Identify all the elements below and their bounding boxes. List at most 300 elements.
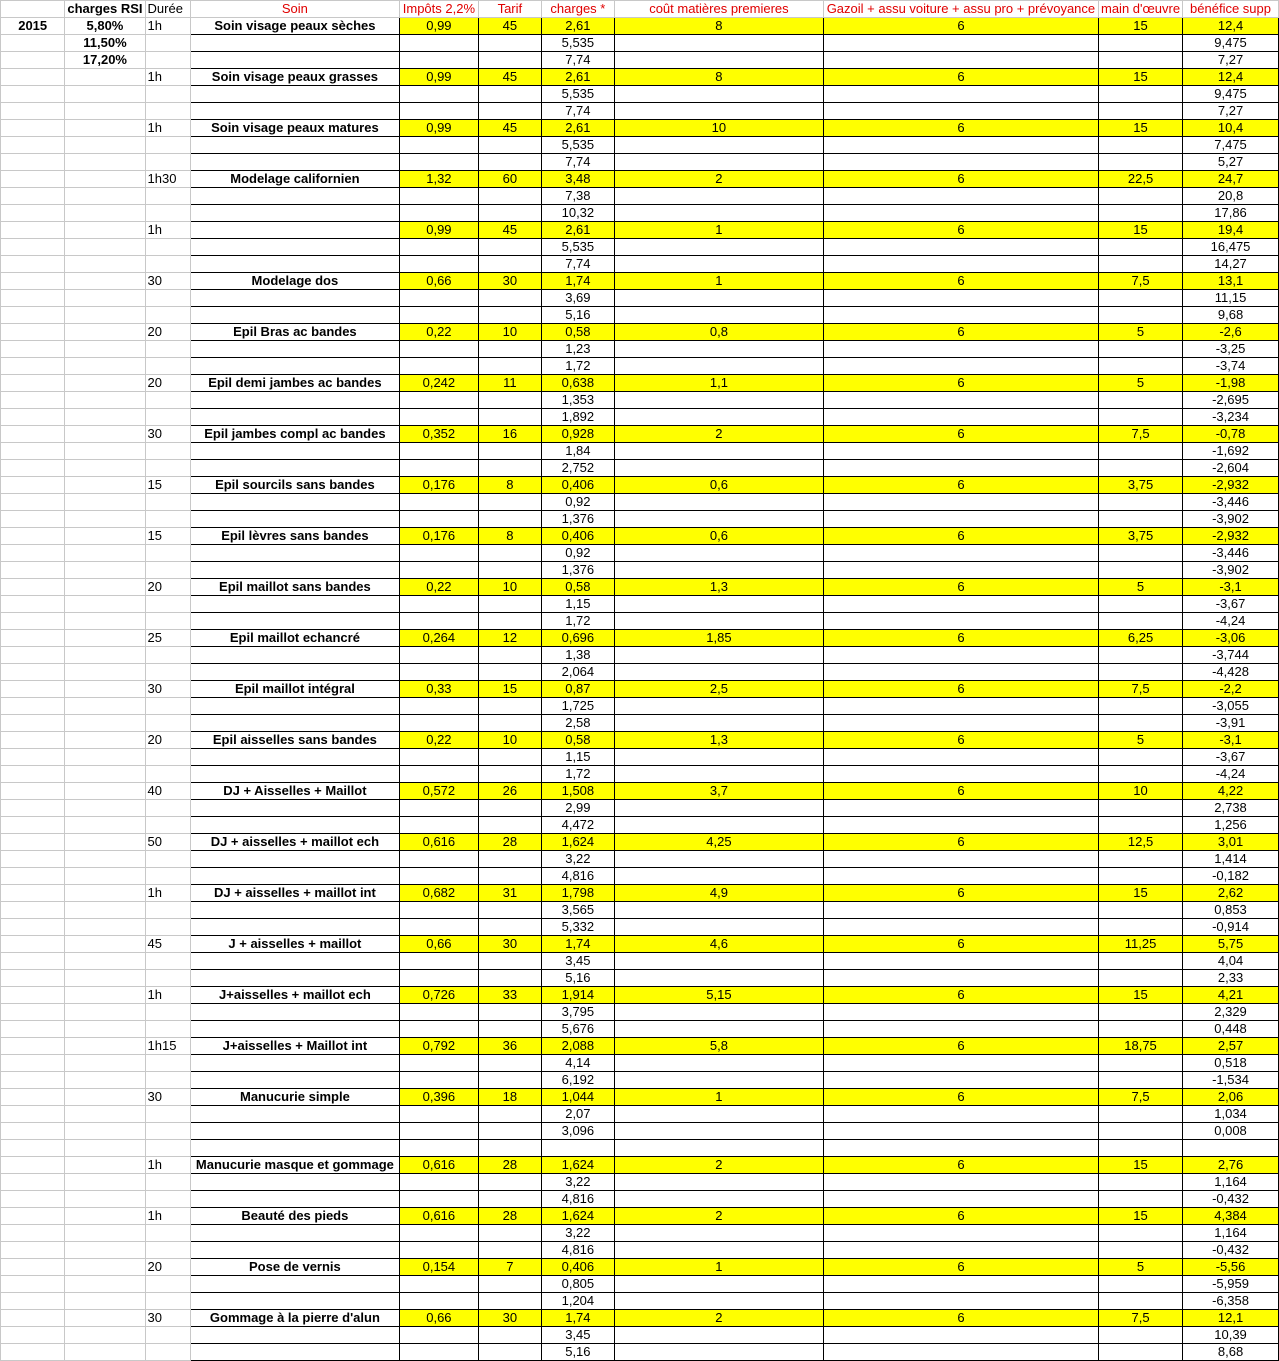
cell-soin[interactable] [190,647,399,664]
cell-year[interactable] [1,1259,65,1276]
cell-impots[interactable]: 1,32 [399,171,478,188]
cell-year[interactable] [1,52,65,69]
cell-soin[interactable]: Pose de vernis [190,1259,399,1276]
cell-gazoil[interactable] [823,188,1098,205]
cell-tarif[interactable] [478,239,541,256]
cell-impots[interactable] [399,766,478,783]
cell-soin[interactable]: Epil lèvres sans bandes [190,528,399,545]
cell-main[interactable] [1099,188,1183,205]
cell-rsi-rate[interactable] [65,528,145,545]
cell-benefice[interactable]: 0,008 [1183,1123,1279,1140]
cell-tarif[interactable] [478,647,541,664]
cell-cout[interactable]: 1,85 [614,630,823,647]
cell-impots[interactable] [399,1021,478,1038]
cell-charges[interactable]: 2,58 [541,715,614,732]
cell-impots[interactable] [399,1344,478,1361]
cell-soin[interactable] [190,851,399,868]
cell-main[interactable] [1099,698,1183,715]
cell-main[interactable]: 15 [1099,120,1183,137]
cell-duree[interactable] [145,154,190,171]
cell-charges[interactable]: 3,22 [541,1174,614,1191]
cell-main[interactable] [1099,1004,1183,1021]
cell-soin[interactable]: Soin visage peaux sèches [190,18,399,35]
cell-charges[interactable]: 7,74 [541,52,614,69]
cell-cout[interactable]: 2 [614,1157,823,1174]
cell-impots[interactable] [399,205,478,222]
cell-soin[interactable] [190,766,399,783]
cell-benefice[interactable]: -0,914 [1183,919,1279,936]
cell-tarif[interactable] [478,868,541,885]
cell-rsi-rate[interactable] [65,137,145,154]
cell-benefice[interactable]: 9,475 [1183,35,1279,52]
cell-year[interactable] [1,154,65,171]
cell-benefice[interactable]: 20,8 [1183,188,1279,205]
cell-cout[interactable]: 1,1 [614,375,823,392]
cell-benefice[interactable]: 12,1 [1183,1310,1279,1327]
cell-charges[interactable]: 1,74 [541,936,614,953]
cell-soin[interactable] [190,800,399,817]
cell-gazoil[interactable] [823,256,1098,273]
cell-impots[interactable]: 0,99 [399,69,478,86]
cell-tarif[interactable] [478,1242,541,1259]
cell-soin[interactable] [190,1344,399,1361]
cell-tarif[interactable] [478,1225,541,1242]
cell-soin[interactable]: Modelage dos [190,273,399,290]
cell-benefice[interactable]: 11,15 [1183,290,1279,307]
cell-gazoil[interactable] [823,596,1098,613]
cell-benefice[interactable]: -2,932 [1183,477,1279,494]
cell-tarif[interactable] [478,817,541,834]
cell-benefice[interactable]: 9,68 [1183,307,1279,324]
cell-duree[interactable] [145,1225,190,1242]
cell-main[interactable] [1099,52,1183,69]
cell-duree[interactable] [145,970,190,987]
cell-charges[interactable]: 2,61 [541,69,614,86]
cell-year[interactable] [1,307,65,324]
empty-cell[interactable] [190,1140,399,1157]
cell-year[interactable] [1,1310,65,1327]
cell-duree[interactable] [145,460,190,477]
cell-charges[interactable]: 5,535 [541,137,614,154]
cell-tarif[interactable]: 8 [478,528,541,545]
cell-benefice[interactable]: 1,256 [1183,817,1279,834]
cell-rsi-rate[interactable] [65,1293,145,1310]
cell-benefice[interactable]: 8,68 [1183,1344,1279,1361]
cell-soin[interactable]: Epil sourcils sans bandes [190,477,399,494]
cell-impots[interactable] [399,953,478,970]
cell-main[interactable]: 15 [1099,222,1183,239]
cell-duree[interactable] [145,1344,190,1361]
cell-benefice[interactable]: 2,57 [1183,1038,1279,1055]
cell-soin[interactable] [190,919,399,936]
cell-cout[interactable] [614,494,823,511]
cell-soin[interactable] [190,494,399,511]
cell-main[interactable] [1099,817,1183,834]
cell-tarif[interactable] [478,358,541,375]
cell-gazoil[interactable] [823,1072,1098,1089]
cell-charges[interactable]: 4,816 [541,1242,614,1259]
cell-year[interactable] [1,86,65,103]
cell-soin[interactable] [190,953,399,970]
cell-rsi-rate[interactable] [65,953,145,970]
cell-impots[interactable] [399,545,478,562]
cell-soin[interactable] [190,239,399,256]
cell-impots[interactable] [399,715,478,732]
cell-cout[interactable] [614,1021,823,1038]
cell-main[interactable] [1099,902,1183,919]
cell-charges[interactable]: 7,74 [541,103,614,120]
cell-charges[interactable]: 5,16 [541,307,614,324]
cell-rsi-rate[interactable] [65,902,145,919]
cell-charges[interactable]: 1,38 [541,647,614,664]
cell-year[interactable] [1,715,65,732]
cell-rsi-rate[interactable] [65,103,145,120]
cell-charges[interactable]: 1,72 [541,358,614,375]
cell-benefice[interactable]: 17,86 [1183,205,1279,222]
cell-main[interactable] [1099,1225,1183,1242]
cell-soin[interactable] [190,817,399,834]
cell-charges[interactable]: 1,74 [541,273,614,290]
cell-year[interactable] [1,970,65,987]
cell-rsi-rate[interactable] [65,409,145,426]
cell-rsi-rate[interactable] [65,460,145,477]
cell-benefice[interactable]: 2,76 [1183,1157,1279,1174]
cell-duree[interactable] [145,1021,190,1038]
cell-cout[interactable] [614,443,823,460]
cell-cout[interactable] [614,596,823,613]
cell-tarif[interactable]: 15 [478,681,541,698]
cell-main[interactable] [1099,1021,1183,1038]
cell-impots[interactable]: 0,176 [399,528,478,545]
cell-year[interactable] [1,1225,65,1242]
cell-duree[interactable] [145,1004,190,1021]
cell-impots[interactable] [399,749,478,766]
cell-main[interactable] [1099,766,1183,783]
cell-year[interactable] [1,987,65,1004]
cell-soin[interactable]: DJ + Aisselles + Maillot [190,783,399,800]
cell-soin[interactable] [190,1004,399,1021]
cell-gazoil[interactable] [823,1106,1098,1123]
cell-charges[interactable]: 2,61 [541,120,614,137]
cell-charges[interactable]: 0,92 [541,545,614,562]
cell-main[interactable] [1099,358,1183,375]
cell-tarif[interactable] [478,562,541,579]
cell-charges[interactable]: 1,204 [541,1293,614,1310]
cell-year[interactable] [1,528,65,545]
cell-year[interactable] [1,1038,65,1055]
cell-duree[interactable] [145,494,190,511]
cell-soin[interactable] [190,511,399,528]
cell-tarif[interactable] [478,749,541,766]
cell-rsi-rate[interactable] [65,171,145,188]
cell-year[interactable] [1,188,65,205]
cell-impots[interactable] [399,919,478,936]
cell-rsi-rate[interactable] [65,1089,145,1106]
cell-duree[interactable] [145,137,190,154]
cell-main[interactable] [1099,562,1183,579]
cell-tarif[interactable]: 30 [478,936,541,953]
cell-tarif[interactable]: 60 [478,171,541,188]
cell-rsi-rate[interactable] [65,1225,145,1242]
cell-duree[interactable] [145,392,190,409]
cell-year[interactable] [1,1055,65,1072]
cell-tarif[interactable] [478,494,541,511]
cell-tarif[interactable] [478,409,541,426]
cell-cout[interactable]: 5,8 [614,1038,823,1055]
cell-rsi-rate[interactable] [65,154,145,171]
cell-impots[interactable]: 0,22 [399,324,478,341]
cell-duree[interactable] [145,1276,190,1293]
cell-main[interactable]: 7,5 [1099,426,1183,443]
cell-cout[interactable] [614,1344,823,1361]
cell-tarif[interactable] [478,1004,541,1021]
cell-rsi-rate[interactable] [65,970,145,987]
cell-main[interactable]: 5 [1099,375,1183,392]
cell-benefice[interactable]: -3,06 [1183,630,1279,647]
cell-year[interactable] [1,375,65,392]
cell-benefice[interactable]: 0,448 [1183,1021,1279,1038]
empty-cell[interactable] [478,1140,541,1157]
cell-benefice[interactable]: -0,432 [1183,1191,1279,1208]
cell-cout[interactable] [614,800,823,817]
cell-year[interactable] [1,1191,65,1208]
cell-cout[interactable] [614,511,823,528]
cell-tarif[interactable]: 18 [478,1089,541,1106]
cell-main[interactable] [1099,341,1183,358]
cell-main[interactable] [1099,1344,1183,1361]
header-gazoil[interactable]: Gazoil + assu voiture + assu pro + prévoyance [823,1,1098,18]
cell-cout[interactable] [614,188,823,205]
cell-main[interactable] [1099,800,1183,817]
cell-rsi-rate[interactable] [65,256,145,273]
cell-year[interactable] [1,868,65,885]
cell-soin[interactable] [190,1123,399,1140]
cell-soin[interactable]: Epil maillot intégral [190,681,399,698]
cell-year[interactable] [1,477,65,494]
cell-impots[interactable] [399,154,478,171]
cell-impots[interactable]: 0,176 [399,477,478,494]
cell-impots[interactable] [399,851,478,868]
empty-cell[interactable] [823,1140,1098,1157]
cell-impots[interactable] [399,239,478,256]
cell-duree[interactable]: 1h [145,18,190,35]
cell-impots[interactable] [399,494,478,511]
cell-duree[interactable] [145,307,190,324]
cell-cout[interactable] [614,35,823,52]
cell-benefice[interactable]: -0,432 [1183,1242,1279,1259]
cell-benefice[interactable]: 9,475 [1183,86,1279,103]
cell-tarif[interactable] [478,1072,541,1089]
cell-soin[interactable] [190,137,399,154]
cell-duree[interactable] [145,817,190,834]
cell-duree[interactable] [145,766,190,783]
cell-year[interactable] [1,222,65,239]
cell-charges[interactable]: 0,638 [541,375,614,392]
cell-year[interactable] [1,749,65,766]
cell-soin[interactable] [190,307,399,324]
cell-duree[interactable] [145,290,190,307]
cell-rsi-rate[interactable] [65,562,145,579]
cell-tarif[interactable] [478,460,541,477]
cell-charges[interactable]: 0,696 [541,630,614,647]
cell-impots[interactable]: 0,264 [399,630,478,647]
cell-duree[interactable]: 25 [145,630,190,647]
cell-gazoil[interactable]: 6 [823,630,1098,647]
cell-rsi-rate[interactable] [65,86,145,103]
cell-gazoil[interactable] [823,86,1098,103]
cell-cout[interactable]: 2 [614,1208,823,1225]
cell-rsi-rate[interactable] [65,443,145,460]
cell-main[interactable] [1099,715,1183,732]
cell-charges[interactable]: 1,84 [541,443,614,460]
cell-benefice[interactable]: 5,75 [1183,936,1279,953]
cell-benefice[interactable]: -4,24 [1183,613,1279,630]
cell-cout[interactable]: 1,3 [614,579,823,596]
cell-impots[interactable] [399,1174,478,1191]
cell-year[interactable] [1,1106,65,1123]
cell-charges[interactable]: 5,676 [541,1021,614,1038]
cell-rsi-rate[interactable] [65,1106,145,1123]
cell-duree[interactable] [145,188,190,205]
cell-soin[interactable] [190,902,399,919]
cell-gazoil[interactable] [823,290,1098,307]
cell-soin[interactable] [190,1191,399,1208]
cell-rsi-rate[interactable] [65,834,145,851]
cell-year[interactable] [1,1089,65,1106]
cell-impots[interactable] [399,137,478,154]
cell-impots[interactable] [399,698,478,715]
cell-tarif[interactable] [478,86,541,103]
cell-rsi-rate[interactable] [65,766,145,783]
cell-rsi-rate[interactable] [65,1259,145,1276]
cell-rsi-rate[interactable] [65,1157,145,1174]
cell-cout[interactable] [614,1174,823,1191]
cell-charges[interactable]: 1,15 [541,596,614,613]
cell-gazoil[interactable]: 6 [823,171,1098,188]
cell-benefice[interactable]: -2,932 [1183,528,1279,545]
cell-cout[interactable]: 2 [614,426,823,443]
cell-main[interactable] [1099,1327,1183,1344]
cell-cout[interactable]: 0,6 [614,477,823,494]
cell-rsi-rate[interactable] [65,1242,145,1259]
cell-duree[interactable]: 15 [145,477,190,494]
cell-tarif[interactable]: 10 [478,579,541,596]
cell-main[interactable] [1099,154,1183,171]
cell-year[interactable] [1,1072,65,1089]
cell-impots[interactable] [399,817,478,834]
cell-tarif[interactable] [478,35,541,52]
cell-tarif[interactable] [478,290,541,307]
cell-year[interactable] [1,545,65,562]
cell-main[interactable]: 7,5 [1099,681,1183,698]
cell-charges[interactable]: 3,45 [541,953,614,970]
cell-benefice[interactable]: -5,56 [1183,1259,1279,1276]
cell-gazoil[interactable] [823,545,1098,562]
cell-rsi-rate[interactable] [65,596,145,613]
cell-impots[interactable] [399,86,478,103]
cell-main[interactable] [1099,256,1183,273]
cell-soin[interactable] [190,205,399,222]
cell-soin[interactable]: Beauté des pieds [190,1208,399,1225]
cell-gazoil[interactable]: 6 [823,426,1098,443]
cell-charges[interactable]: 1,044 [541,1089,614,1106]
cell-rsi-rate[interactable]: 5,80% [65,18,145,35]
cell-rsi-rate[interactable] [65,987,145,1004]
cell-soin[interactable]: DJ + aisselles + maillot ech [190,834,399,851]
cell-duree[interactable] [145,256,190,273]
cell-year[interactable] [1,647,65,664]
cell-gazoil[interactable]: 6 [823,477,1098,494]
cell-tarif[interactable]: 28 [478,1208,541,1225]
cell-soin[interactable] [190,562,399,579]
cell-charges[interactable]: 2,61 [541,222,614,239]
cell-charges[interactable]: 5,535 [541,239,614,256]
cell-gazoil[interactable]: 6 [823,1259,1098,1276]
cell-charges[interactable]: 0,58 [541,324,614,341]
cell-gazoil[interactable] [823,851,1098,868]
cell-tarif[interactable]: 28 [478,1157,541,1174]
cell-gazoil[interactable] [823,1055,1098,1072]
cell-tarif[interactable] [478,443,541,460]
cell-tarif[interactable]: 36 [478,1038,541,1055]
cell-benefice[interactable]: -2,6 [1183,324,1279,341]
cell-main[interactable] [1099,35,1183,52]
cell-soin[interactable] [190,715,399,732]
cell-charges[interactable]: 0,58 [541,732,614,749]
cell-tarif[interactable]: 11 [478,375,541,392]
cell-benefice[interactable]: 5,27 [1183,154,1279,171]
cell-cout[interactable] [614,1276,823,1293]
cell-benefice[interactable]: 7,27 [1183,103,1279,120]
cell-rsi-rate[interactable] [65,1276,145,1293]
cell-impots[interactable] [399,511,478,528]
cell-year[interactable] [1,392,65,409]
cell-rsi-rate[interactable] [65,681,145,698]
cell-duree[interactable]: 1h [145,69,190,86]
cell-charges[interactable]: 1,15 [541,749,614,766]
cell-charges[interactable]: 6,192 [541,1072,614,1089]
cell-gazoil[interactable]: 6 [823,834,1098,851]
cell-year[interactable] [1,1004,65,1021]
cell-impots[interactable] [399,868,478,885]
cell-rsi-rate[interactable] [65,613,145,630]
empty-cell[interactable] [541,1140,614,1157]
cell-gazoil[interactable] [823,562,1098,579]
header-duree[interactable]: Durée [145,1,190,18]
cell-cout[interactable] [614,239,823,256]
cell-gazoil[interactable]: 6 [823,1089,1098,1106]
cell-soin[interactable] [190,86,399,103]
cell-tarif[interactable] [478,970,541,987]
cell-rsi-rate[interactable] [65,545,145,562]
cell-impots[interactable] [399,460,478,477]
cell-year[interactable] [1,35,65,52]
cell-year[interactable] [1,936,65,953]
empty-cell[interactable] [145,1140,190,1157]
cell-tarif[interactable] [478,1327,541,1344]
cell-main[interactable] [1099,443,1183,460]
cell-rsi-rate[interactable] [65,477,145,494]
cell-benefice[interactable]: -3,902 [1183,511,1279,528]
cell-soin[interactable] [190,868,399,885]
cell-soin[interactable] [190,392,399,409]
cell-benefice[interactable]: 0,518 [1183,1055,1279,1072]
cell-soin[interactable]: J+aisselles + Maillot int [190,1038,399,1055]
cell-tarif[interactable]: 30 [478,1310,541,1327]
cell-main[interactable]: 3,75 [1099,477,1183,494]
cell-charges[interactable]: 0,928 [541,426,614,443]
cell-tarif[interactable] [478,766,541,783]
